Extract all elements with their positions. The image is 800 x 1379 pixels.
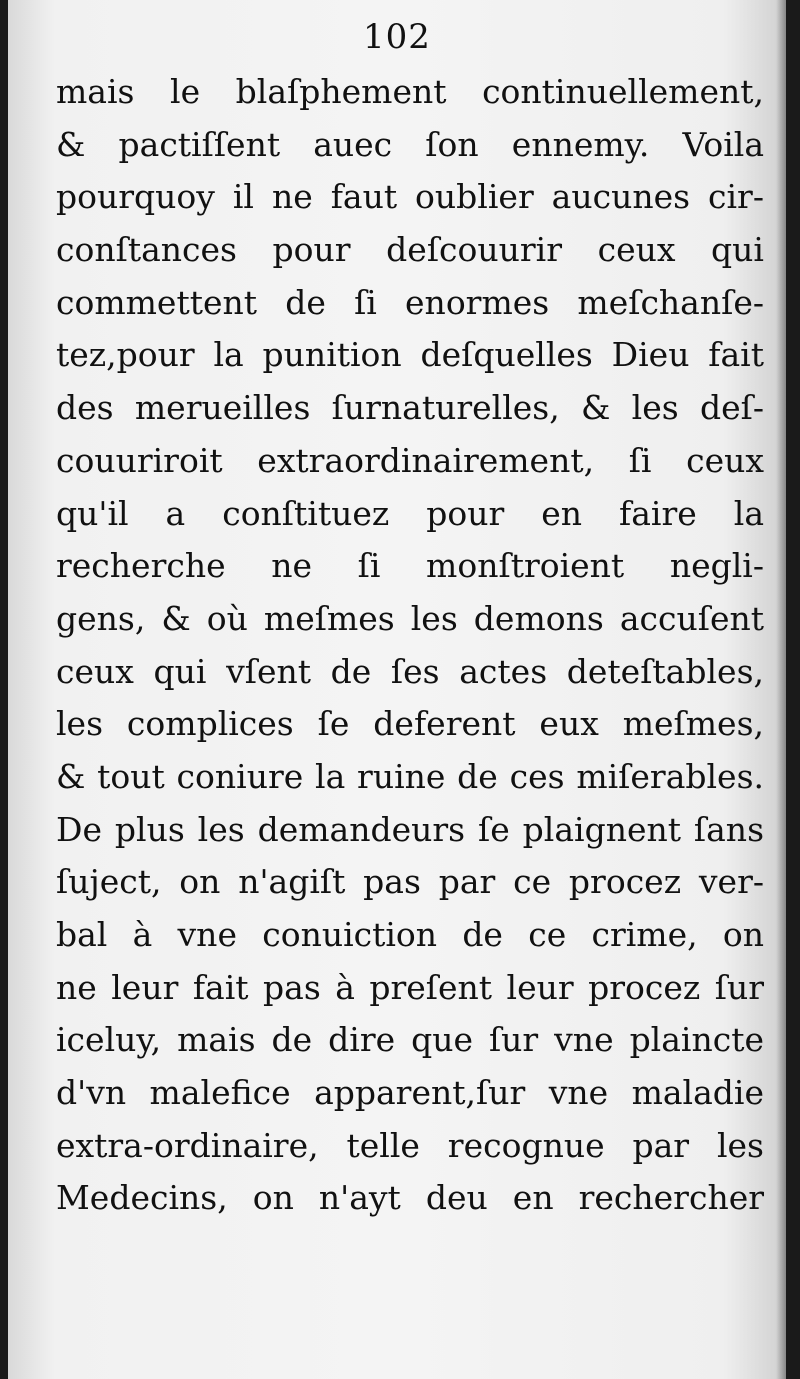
text-line: les complices ſe deferent eux meſmes, — [56, 704, 764, 744]
text-line: iceluy, mais de dire que ſur vne plaincte — [56, 1020, 764, 1060]
text-line: & tout coniure la ruine de ces miſerables. — [56, 756, 764, 796]
text-line: ne leur fait pas à preſent leur procez ſur — [56, 967, 764, 1007]
text-line: mais le blaſphement continuellement, — [56, 72, 764, 111]
text-line: gens, & où meſmes les demons accuſent — [56, 598, 764, 638]
text-line: De plus les demandeurs ſe plaignent ſans — [56, 809, 764, 849]
text-line: Medecins, on n'ayt deu en rechercher — [56, 1178, 764, 1218]
text-line: tez,pour la punition deſquelles Dieu fait — [56, 335, 764, 375]
body-text — [56, 66, 764, 1225]
text-line: ſuject, on n'agiſt pas par ce procez ver- — [56, 862, 764, 902]
text-line: recherche ne ſi monſtroient negli- — [56, 546, 764, 586]
text-line: conſtances pour deſcouurir ceux qui — [56, 230, 764, 270]
text-line: ceux qui vſent de ſes actes deteſtables, — [56, 651, 764, 691]
text-line: d'vn malefice apparent,ſur vne maladie — [56, 1073, 764, 1113]
text-line: des merueilles ſurnaturelles, & les deſ- — [56, 388, 764, 428]
page-number: 102 — [363, 17, 431, 57]
text-line: & pactiſſent auec ſon ennemy. Voila — [56, 124, 764, 164]
text-line: extra-ordinaire, telle recognue par les — [56, 1125, 764, 1165]
book-page — [8, 0, 786, 1379]
text-line: bal à vne conuiction de ce crime, on — [56, 915, 764, 954]
text-line: commettent de ſi enormes meſchanſe- — [56, 282, 764, 322]
text-line: pourquoy il ne faut oublier aucunes cir- — [56, 177, 764, 217]
text-line: qu'il a conſtituez pour en faire la — [56, 493, 764, 533]
text-line: couuriroit extraordinairement, ſi ceux — [56, 440, 764, 480]
